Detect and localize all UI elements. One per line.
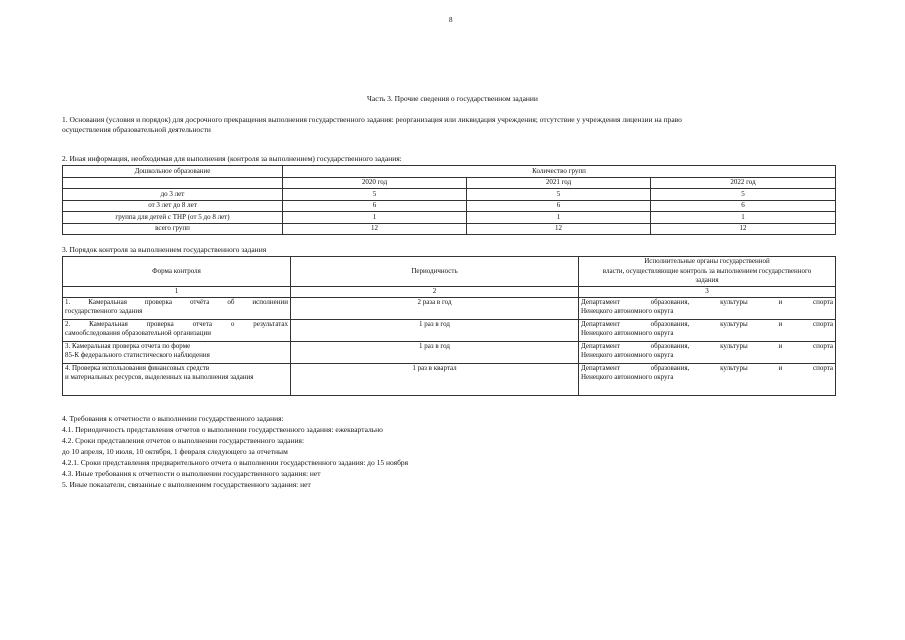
dept-word: и [778,341,783,350]
page-number: 8 [449,16,453,24]
row-value: 6 [283,200,467,212]
row-value: 5 [651,189,836,201]
row-label: всего групп [63,223,283,235]
dept-word: спорта [812,363,833,372]
control-organ [579,297,836,319]
organ-header-line3: задания [695,276,719,285]
table-row [63,223,836,235]
requirements-line: 4.2.1. Сроки представления предварительного отчета о выполнении государственного задания: до 15 ноября [62,458,409,467]
dept-word: культуры [720,341,748,350]
row-value: 6 [651,200,836,212]
requirements-line: 4.2. Сроки представления отчетов о выполнении государственного задания: [62,436,305,445]
row-value: 12 [283,223,467,235]
table-row [63,297,836,319]
groups-table [62,165,836,235]
section1-line1: 1. Основания (условия и порядок) для досрочного прекращения выполнения государственного задания: реорганизация или ликвидация учреждения; отсутствие у учреждения лицензии на право [62,115,682,124]
dept-word: Департамент [581,341,620,350]
form-line2: государственного задания [65,307,143,315]
control-period: 1 раз в год [291,341,579,363]
dept-line1 [581,298,833,308]
requirements-line: 5. Иные показатели, связанные с выполнением государственного задания: нет [62,480,311,489]
section1-line2: осуществления образовательной деятельности [62,125,211,134]
row-value: 12 [651,223,836,235]
row-value: 5 [283,189,467,201]
dept-word: Департамент [581,297,620,306]
dept-word: и [778,363,783,372]
dept-word: Департамент [581,319,620,328]
dept-word: культуры [720,297,748,306]
row-value: 6 [467,200,651,212]
control-period: 1 раз в год [291,319,579,341]
form-line2: 85-К федерального статистического наблюдения [65,351,210,359]
dept-line2: Ненецкого автономного округа [581,373,674,381]
control-table [62,256,836,396]
dept-line1 [581,320,833,330]
form-line1: 4. Проверка использования финансовых средств [65,363,210,372]
row-label: до 3 лет [63,189,283,201]
table-row [63,363,836,395]
groups-year-2022: 2022 год [651,177,836,189]
dept-line1 [581,342,833,352]
groups-header-empty [63,177,283,189]
row-value: 1 [283,212,467,224]
section4-requirements [62,413,842,490]
organ-header-line2: власти, осуществляющие контроль за выполнением государственного [602,266,812,275]
control-period: 1 раз в квартал [291,363,579,395]
dept-line1 [581,364,833,374]
row-value: 1 [467,212,651,224]
form-line1: 2. Камеральная проверка отчета о результатах [65,319,288,328]
row-label: группа для детей с ТНР (от 5 до 8 лет) [63,212,283,224]
row-value: 5 [467,189,651,201]
form-line1: 1. Камеральная проверка отчёта об исполнении [65,297,288,306]
col-number-1: 1 [63,287,291,298]
control-organ [579,363,836,395]
control-organ [579,341,836,363]
row-label: от 3 лет до 8 лет [63,200,283,212]
section2-title: 2. Иная информация, необходимая для выполнения (контроля за выполнением) государственного задания: [62,154,402,163]
control-organ [579,319,836,341]
dept-word: и [778,319,783,328]
dept-word: спорта [812,341,833,350]
requirements-line: до 10 апреля, 10 июля, 10 октября, 1 февраля следующего за отчетным [62,447,288,456]
table-row [63,200,836,212]
control-period: 2 раза в год [291,297,579,319]
requirements-line: 4. Требования к отчетности о выполнении государственного задания: [62,414,284,423]
page-heading: Часть 3. Прочие сведения о государственном задании [367,94,538,103]
requirements-line: 4.3. Иные требования к отчетности о выполнении государственного задания: нет [62,469,321,478]
dept-word: Департамент [581,363,620,372]
table-row [63,212,836,224]
form-line1: 3. Камеральная проверка отчета по форме [65,341,191,350]
section1-grounds [62,115,842,135]
dept-word: и [778,297,783,306]
dept-word: культуры [720,319,748,328]
control-header-form: Форма контроля [63,257,291,287]
form-line2: самообследования образовательной организации [65,329,211,337]
groups-header-count: Количество групп [283,166,836,178]
table-row [63,319,836,341]
control-form [63,341,291,363]
table-row [63,341,836,363]
col-number-3: 3 [579,287,836,298]
control-form [63,319,291,341]
control-form [63,297,291,319]
row-value: 12 [467,223,651,235]
form-line2: и материальных ресурсов, выделенных на выполнения задания [65,373,254,381]
groups-year-2021: 2021 год [467,177,651,189]
dept-line2: Ненецкого автономного округа [581,351,674,359]
dept-line2: Ненецкого автономного округа [581,329,674,337]
dept-word: образования, [650,363,690,372]
dept-word: образования, [650,297,690,306]
organ-header-line1: Исполнительные органы государственной [644,257,770,266]
dept-line2: Ненецкого автономного округа [581,307,674,315]
groups-year-2020: 2020 год [283,177,467,189]
section3-title: 3. Порядок контроля за выполнением государственного задания [62,245,267,254]
control-header-period: Периодичность [291,257,579,287]
dept-word: спорта [812,297,833,306]
dept-word: спорта [812,319,833,328]
control-header-organ [579,257,836,287]
control-form [63,363,291,395]
dept-word: культуры [720,363,748,372]
table-row [63,189,836,201]
row-value: 1 [651,212,836,224]
groups-header-education: Дошкольное образование [63,166,283,178]
col-number-2: 2 [291,287,579,298]
dept-word: образования, [650,341,690,350]
requirements-line: 4.1. Периодичность представления отчетов о выполнении государственного задания: ежеквартально [62,425,383,434]
dept-word: образования, [650,319,690,328]
